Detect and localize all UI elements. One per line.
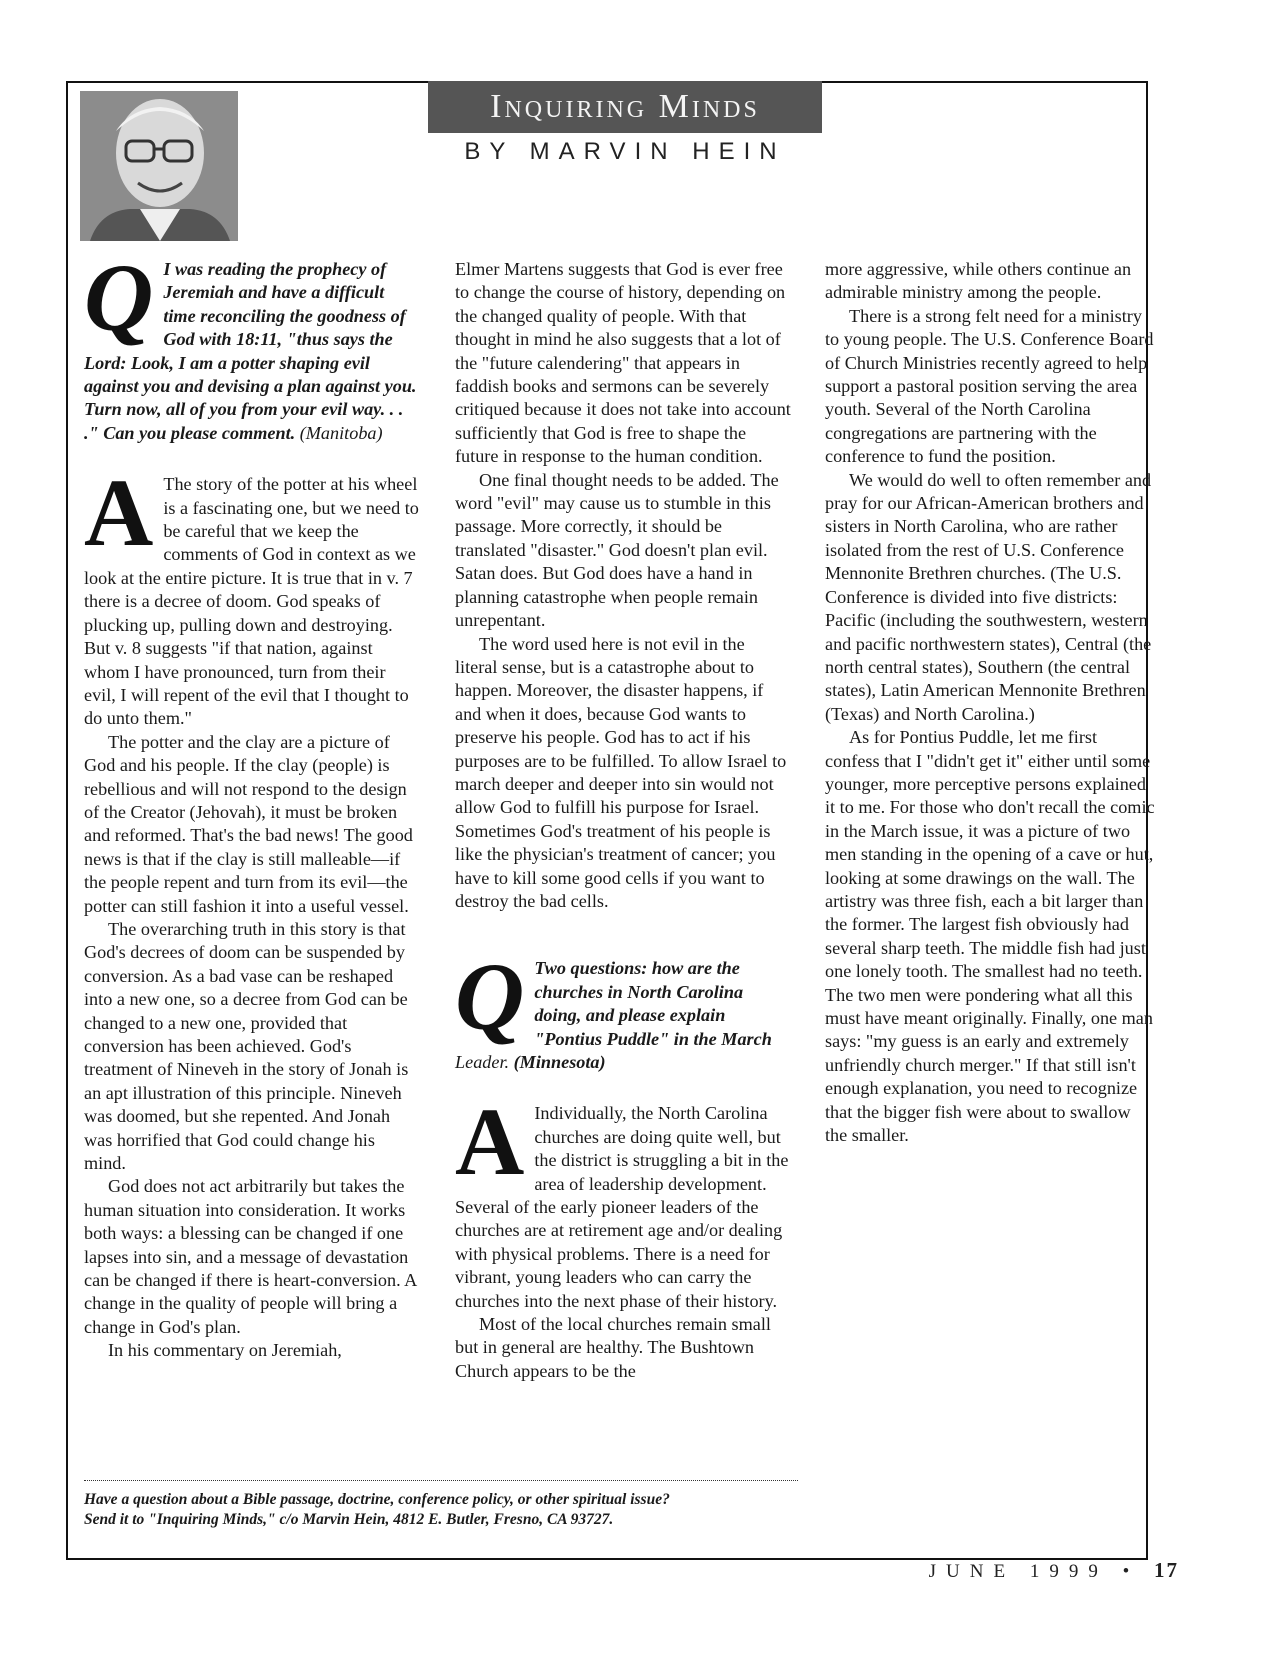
answer-paragraph: As for Pontius Puddle, let me first confess that I "didn't get it" either until some younger, more perceptive persons explained it to me. For those who don't recall the comic in the March issue, it was a picture of two men standing in the opening of a cave or hut, looking at some drawings on the wall. The artistry was three fish, each a bit larger than the former. The largest fish obviously had several sharp teeth. The middle fish had just one lonely tooth. The smallest had no teeth. The two men were pondering what all this must have meant originally. Finally, one man says: "my guess is an early and extremely unfriendly church merger." If that still isn't enough explanation, you need to recognize that the bigger fish were about to swallow the smaller. (825, 727, 1155, 1146)
answer-paragraph: In his commentary on Jeremiah, (108, 1340, 342, 1361)
question-2-text: Two questions: how are the churches in North Carolina doing, and please explain "Pontius Puddle" in the March (534, 958, 772, 1049)
drop-cap-q: Q (84, 244, 154, 351)
submission-note-line-2: Send it to "Inquiring Minds," c/o Marvin Hein, 4812 E. Butler, Fresno, CA 93727. (84, 1511, 614, 1528)
submission-note (84, 1490, 984, 1530)
question-1-text: I was reading the prophecy of Jeremiah and have a difficult time reconciling the goodness of God with 18:11, "thus says the Lord: Look, I am a potter shaping evil against you and devising a plan against you. Turn now, all of you from your evil way. . . ." Can you please comment. (84, 259, 417, 443)
answer-paragraph: God does not act arbitrarily but takes the human situation into consideration. It works both ways: a blessing can be changed if one lapses into sin, and a message of devastation can be changed if there is heart-conversion. A change in the quality of people will bring a change in God's plan. (84, 1176, 417, 1337)
answer-paragraph: One final thought needs to be added. The word "evil" may cause us to stumble in this passage. More correctly, it should be translated "disaster." God doesn't plan evil. Satan does. But God does have a hand in planning catastrophe when people remain unrepentant. (455, 469, 779, 631)
page-folio (929, 1558, 1179, 1583)
issue-date: JUNE 1999 (928, 1561, 1108, 1582)
column-title-banner: Inquiring Minds (428, 81, 822, 133)
folio-separator: • (1122, 1561, 1140, 1582)
answer-paragraph: more aggressive, while others continue an admirable ministry among the people. (825, 259, 1132, 303)
drop-cap-a: A (84, 459, 154, 567)
answer-paragraph: The overarching truth in this story is that God's decrees of doom can be suspended by conversion. As a bad vase can be reshaped into a new one, so a decree from God can be changed to a new one, provided that conversion has been achieved. God's treatment of Nineveh in the story of Jonah is an apt illustration of this principle. Nineveh was doomed, but she repented. And Jonah was horrified that God could change his mind. (84, 918, 409, 1174)
answer-paragraph: We would do well to often remember and pray for our African-American brothers and sisters in North Carolina, who are rather isolated from the rest of U.S. Conference Mennonite Brethren churches. (The U.S. Conference is divided into five districts: Pacific (including the southwestern, western and pacific northwestern states), Central (the north central states), Southern (the central states), Latin American Mennonite Brethren (Texas) and North Carolina.) (825, 469, 1152, 724)
question-2 (455, 943, 791, 1074)
column-1 (84, 244, 420, 1363)
answer-paragraph: The potter and the clay are a picture of God and his people. If the clay (people) is rebellious and will not respond to the design of the Creator (Jehovah), it must be broken and reformed. That's the bad news! The good news is that if the clay is still malleable—if the people repent and turn from its evil—the potter can still fashion it into a useful vessel. (84, 731, 413, 916)
question-1 (84, 244, 420, 445)
drop-cap-a: A (455, 1088, 525, 1196)
answer-paragraph: The word used here is not evil in the literal sense, but is a catastrophe about to happen. Moreover, the disaster happens, if and when it does, because God wants to preserve his people. God has to act if his purposes are to be fulfilled. To allow Israel to march deeper and deeper into sin would not allow God to fulfill his purpose for Israel. Sometimes God's treatment of his people is like the physician's treatment of cancer; you have to kill some good cells if you want to destroy the bad cells. (455, 633, 787, 911)
portrait-icon (80, 91, 238, 241)
answer-paragraph: A Individually, the North Carolina churches are doing quite well, but the district is struggling a bit in the area of leadership development. Several of the early pioneer leaders of the churches are at retirement age and/or dealing with physical problems. There is a need for vibrant, young leaders who can carry the churches into the next phase of their history. (455, 1088, 789, 1311)
footer-divider (84, 1480, 798, 1481)
answer-1 (84, 459, 420, 1362)
answer-paragraph: Elmer Martens suggests that God is ever free to change the course of history, depending on the changed quality of people. With that thought in mind he also suggests that a lot of the "future calendering" that appears in faddish books and sermons can be severely critiqued because it does not take into account sufficiently that God is free to shape the future in response to the human condition. (455, 259, 791, 467)
author-portrait-photo (80, 91, 238, 241)
question-2-source: (Minnesota) (513, 1052, 606, 1072)
drop-cap-q: Q (455, 943, 525, 1051)
answer-paragraph: A The story of the potter at his wheel is a fascinating one, but we need to be careful that we keep the comments of God in context as we look at the entire picture. It is true that in v. 7 there is a decree of doom. God speaks of plucking up, pulling down and destroying. But v. 8 suggests "if that nation, against whom I have pronounced, turn from their evil, I will repent of the evil that I thought to do unto them." (84, 459, 419, 729)
answer-paragraph: There is a strong felt need for a ministry to young people. The U.S. Conference Board of Church Ministries recently agreed to help support a pastoral position serving the area youth. Several of the North Carolina congregations are partnering with the conference to fund the position. (825, 305, 1154, 467)
question-1-source: (Manitoba) (299, 422, 383, 443)
submission-note-line-1: Have a question about a Bible passage, doctrine, conference policy, or other spiritual issue? (84, 1491, 670, 1508)
leader-word: Leader. (455, 1052, 510, 1072)
page-number: 17 (1154, 1558, 1179, 1582)
column-3 (825, 258, 1155, 1147)
byline: BY MARVIN HEIN (464, 138, 786, 165)
column-2 (455, 258, 791, 1383)
answer-2 (455, 1088, 791, 1383)
answer-paragraph: Most of the local churches remain small but in general are healthy. The Bushtown Church appears to be the (455, 1314, 771, 1381)
